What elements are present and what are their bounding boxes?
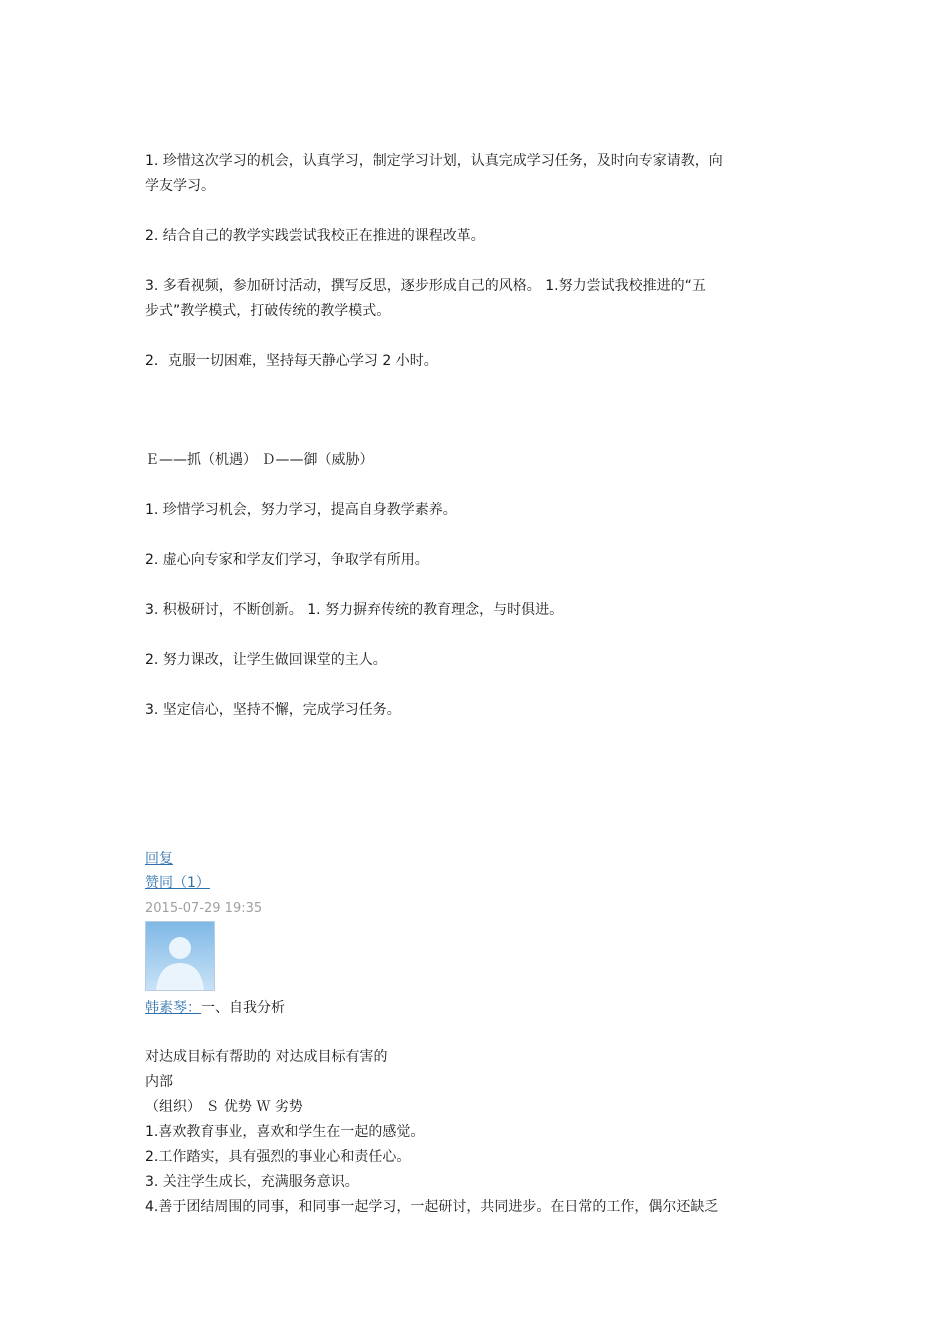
- swot-line: 4.善于团结周围的同事，和同事一起学习，一起研讨，共同进步。在日常的工作，偶尔还缺乏: [145, 1199, 719, 1215]
- avatar-person-icon: [146, 922, 214, 990]
- plan-item-3-line-1: 3. 多看视频，参加研讨活动，撰写反思，逐步形成自己的风格。 1.努力尝试我校推进的“五: [145, 278, 706, 294]
- swot-line: 内部: [145, 1074, 173, 1090]
- plan-item-1-line-1: 1. 珍惜这次学习的机会，认真学习，制定学习计划，认真完成学习任务，及时向专家请教，向: [145, 153, 723, 169]
- swot-line: （组织） Ｓ 优势 Ｗ 劣势: [145, 1099, 303, 1115]
- reply-link-row: [145, 847, 815, 872]
- ed-item: 2. 虚心向专家和学友们学习，争取学有所用。: [145, 552, 429, 568]
- plan-item-1-line-2: 学友学习。: [145, 178, 215, 194]
- plan-item-2: 2. 结合自己的教学实践尝试我校正在推进的课程改革。: [145, 228, 485, 244]
- comment-timestamp: 2015-07-29 19:35: [145, 901, 263, 916]
- swot-line: 3. 关注学生成长，充满服务意识。: [145, 1174, 359, 1190]
- comment-author-link[interactable]: 韩素琴：: [145, 1000, 201, 1016]
- ed-item: 2. 努力课改，让学生做回课堂的主人。: [145, 652, 387, 668]
- ed-item: 3. 坚定信心，坚持不懈，完成学习任务。: [145, 702, 401, 718]
- section-heading-ed: Ｅ——抓（机遇） Ｄ——御（威胁）: [145, 452, 374, 468]
- like-link-row: [145, 871, 815, 896]
- plan-item-4: 2．克服一切困难，坚持每天静心学习 2 小时。: [145, 353, 438, 369]
- swot-line: 1.喜欢教育事业，喜欢和学生在一起的感觉。: [145, 1124, 425, 1140]
- swot-line: 2.工作踏实，具有强烈的事业心和责任心。: [145, 1149, 411, 1165]
- comment-first-text: 一、自我分析: [201, 1000, 285, 1016]
- ed-item: 1. 珍惜学习机会，努力学习，提高自身教学素养。: [145, 502, 457, 518]
- ed-item: 3. 积极研讨，不断创新。 1. 努力摒弃传统的教育理念，与时俱进。: [145, 602, 564, 618]
- reply-link[interactable]: 回复: [145, 851, 173, 867]
- user-avatar[interactable]: [145, 921, 215, 991]
- plan-item-3-line-2: 步式”教学模式，打破传统的教学模式。: [145, 303, 391, 319]
- like-link[interactable]: 赞同（1）: [145, 875, 210, 891]
- swot-line: 对达成目标有帮助的 对达成目标有害的: [145, 1049, 388, 1065]
- comment-first-line: [145, 996, 815, 1021]
